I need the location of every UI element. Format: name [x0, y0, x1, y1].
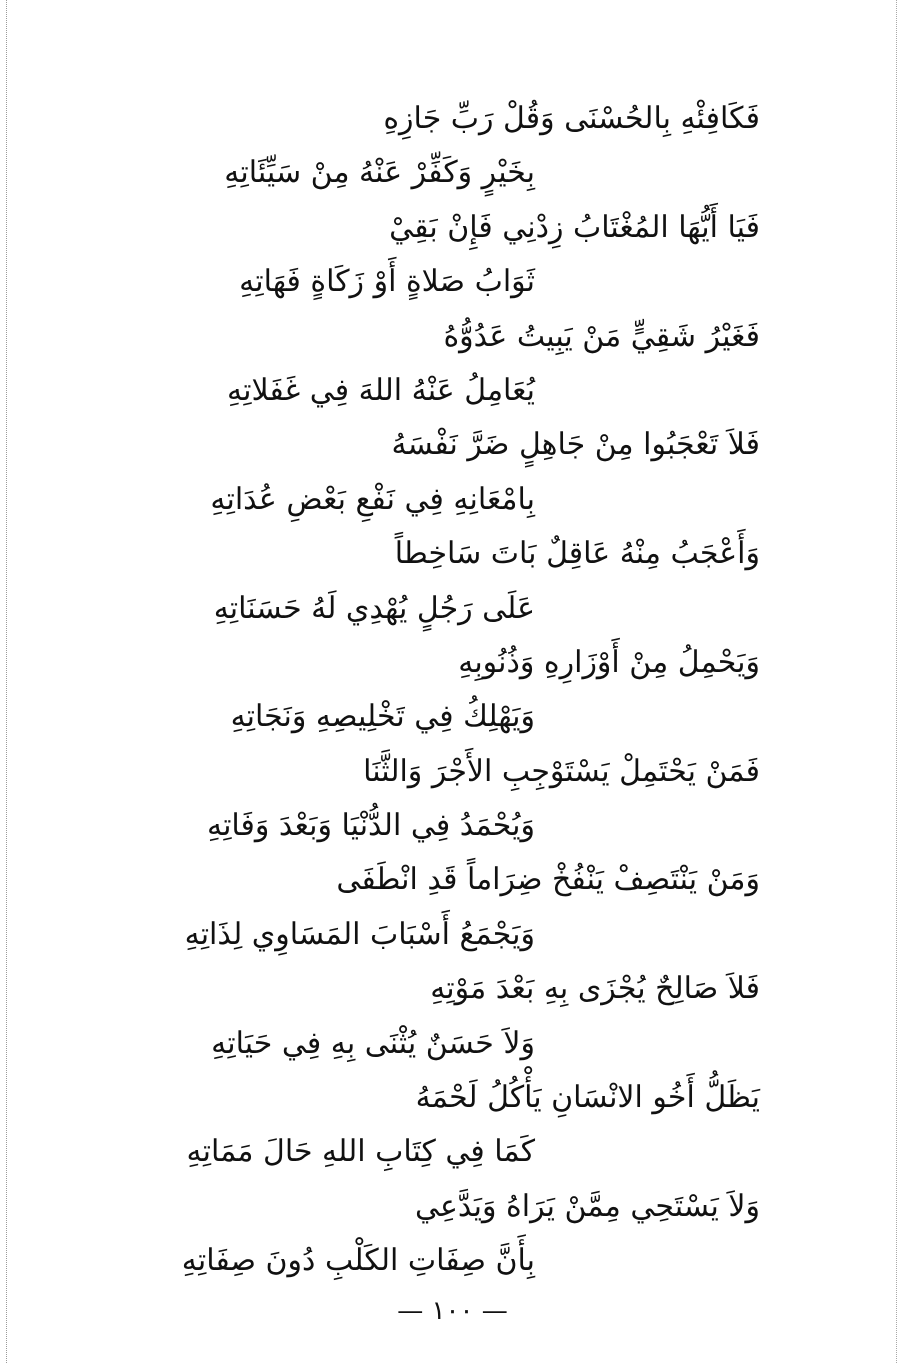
- verse-line: بِخَيْرٍ وَكَفِّرْ عَنْهُ مِنْ سَيِّئَاتِهِ: [224, 155, 535, 191]
- verse-line: وَيَحْمِلُ مِنْ أَوْزَارِهِ وَذُنُوبِهِ: [458, 644, 760, 680]
- verse-line: يُعَامِلُ عَنْهُ اللهَ فِي غَفَلاتِهِ: [227, 372, 535, 408]
- verse-line: بِامْعَانِهِ فِي نَفْعِ بَعْضِ عُدَاتِهِ: [210, 481, 535, 517]
- verse-line: بِأَنَّ صِفَاتِ الكَلْبِ دُونَ صِفَاتِهِ: [181, 1243, 535, 1279]
- verse-line: فَلاَ تَعْجَبُوا مِنْ جَاهِلٍ ضَرَّ نَفْسَهُ: [391, 427, 760, 463]
- page-number: — ١٠٠ —: [397, 1296, 508, 1326]
- verse-line: وَأَعْجَبُ مِنْهُ عَاقِلٌ بَاتَ سَاخِطاً: [394, 536, 760, 572]
- scan-edge-right: [896, 0, 897, 1363]
- verse-line: وَلاَ حَسَنٌ يُثْنَى بِهِ فِي حَيَاتِهِ: [211, 1025, 535, 1061]
- scan-edge-left: [6, 0, 7, 1363]
- verse-line: وَمَنْ يَنْتَصِفْ يَنْفُخْ ضِرَاماً قَدِ انْطَفَى: [336, 862, 760, 898]
- verse-line: فَمَنْ يَحْتَمِلْ يَسْتَوْجِبِ الأَجْرَ وَالثَّنَا: [363, 753, 760, 789]
- verse-line: كَمَا فِي كِتَابِ اللهِ حَالَ مَمَاتِهِ: [186, 1134, 535, 1170]
- verse-line: فَكَافِئْهِ بِالحُسْنَى وَقُلْ رَبِّ جَازِهِ: [383, 101, 760, 136]
- verse-line: يَظَلُّ أَخُو الانْسَانِ يَأْكُلُ لَحْمَهُ: [415, 1080, 760, 1116]
- poem-body: [110, 92, 760, 1289]
- verse-line: وَيُحْمَدُ فِي الدُّنْيَا وَبَعْدَ وَفَاتِهِ: [206, 808, 535, 844]
- verse-line: وَيَهْلِكُ فِي تَخْلِيصِهِ وَنَجَاتِهِ: [230, 699, 535, 735]
- verse-line: وَيَجْمَعُ أَسْبَابَ المَسَاوِي لِذَاتِهِ: [184, 916, 535, 952]
- verse-line: عَلَى رَجُلٍ يُهْدِي لَهُ حَسَنَاتِهِ: [213, 590, 535, 626]
- verse-line: فَغَيْرُ شَقِيٍّ مَنْ يَبِيتُ عَدُوُّهُ: [443, 318, 760, 354]
- verse-line: فَيَا أَيُّهَا المُغْتَابُ زِدْنِي فَإِنْ بَقِيْ: [389, 209, 760, 245]
- verse-line: ثَوَابُ صَلاةٍ أَوْ زَكَاةٍ فَهَاتِهِ: [239, 264, 535, 300]
- verse-line: فَلاَ صَالِحٌ يُجْزَى بِهِ بَعْدَ مَوْتِهِ: [430, 971, 760, 1007]
- verse-line: وَلاَ يَسْتَحِي مِمَّنْ يَرَاهُ وَيَدَّعِي: [415, 1188, 760, 1224]
